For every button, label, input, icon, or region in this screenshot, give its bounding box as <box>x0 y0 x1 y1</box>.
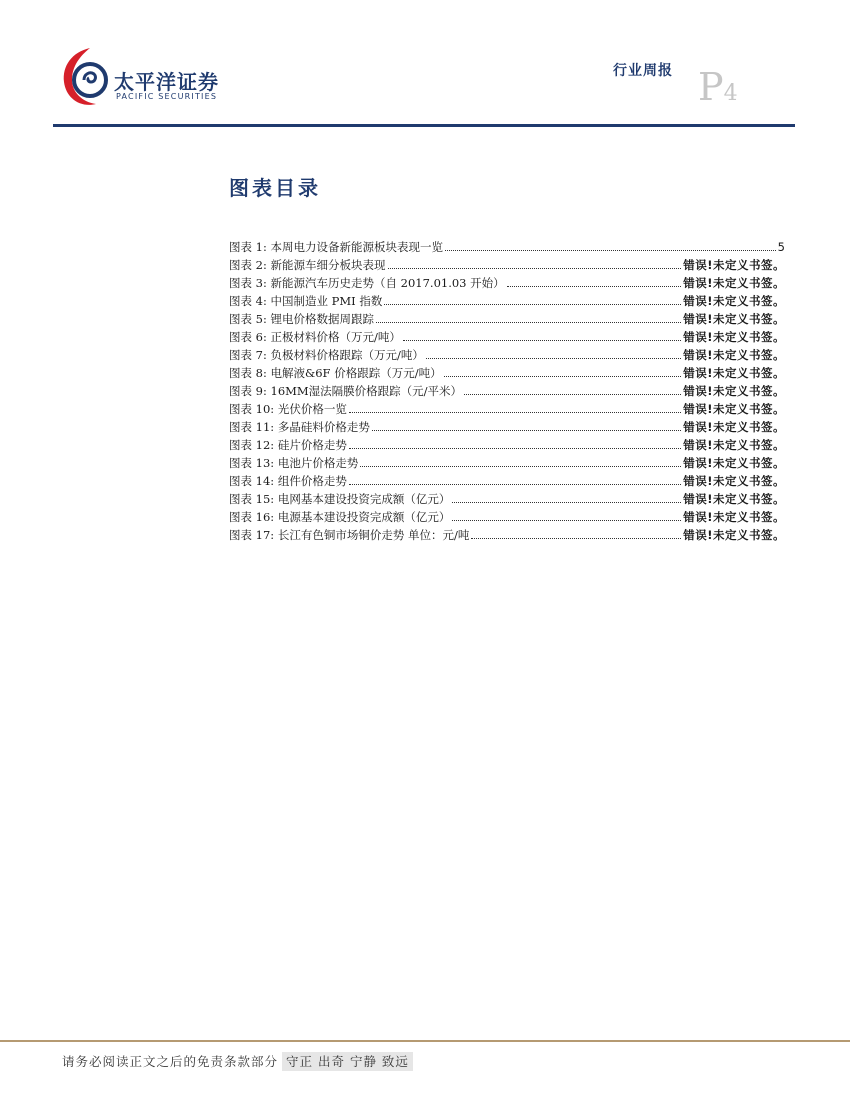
toc-dot-leader <box>349 436 681 449</box>
toc-entry-page: 错误!未定义书签。 <box>683 330 785 344</box>
toc-entry-label: 图表 12: 硅片价格走势 <box>229 438 347 452</box>
disclaimer-notice: 请务必阅读正文之后的免责条款部分 <box>62 1054 279 1069</box>
toc-entry-page: 错误!未定义书签。 <box>683 438 785 452</box>
company-slogan: 守正 出奇 宁静 致远 <box>282 1052 413 1071</box>
toc-entry-page: 错误!未定义书签。 <box>683 258 785 272</box>
toc-dot-leader <box>372 418 681 431</box>
toc-dot-leader <box>444 364 682 377</box>
toc-entry-page: 错误!未定义书签。 <box>683 294 785 308</box>
toc-entry-page: 错误!未定义书签。 <box>683 456 785 470</box>
toc-title: 图表目录 <box>229 176 321 200</box>
toc-dot-leader <box>376 310 681 323</box>
toc-entry-label: 图表 10: 光伏价格一览 <box>229 402 347 416</box>
toc-entry[interactable] <box>229 436 785 454</box>
toc-entry-page: 5 <box>777 240 785 254</box>
toc-entry[interactable] <box>229 508 785 526</box>
toc-entry-label: 图表 4: 中国制造业 PMI 指数 <box>229 294 383 308</box>
pacific-securities-logo-icon <box>60 44 112 114</box>
toc-entry[interactable] <box>229 382 785 400</box>
toc-entry-label: 图表 8: 电解液&6F 价格跟踪（万元/吨） <box>229 366 442 380</box>
toc-entry[interactable] <box>229 472 785 490</box>
logo-cn-text: 太平洋证券 <box>114 70 219 94</box>
footer-rule <box>0 1040 850 1042</box>
toc-entry[interactable] <box>229 292 785 310</box>
toc-dot-leader <box>388 256 682 269</box>
toc-entry-page: 错误!未定义书签。 <box>683 366 785 380</box>
logo-en-text: PACIFIC SECURITIES <box>116 92 218 101</box>
toc-entry-page: 错误!未定义书签。 <box>683 276 785 290</box>
toc-entry-label: 图表 6: 正极材料价格（万元/吨） <box>229 330 401 344</box>
toc-entry-page: 错误!未定义书签。 <box>683 420 785 434</box>
toc-entry-page: 错误!未定义书签。 <box>683 510 785 524</box>
toc-entry[interactable] <box>229 454 785 472</box>
toc-entry-label: 图表 13: 电池片价格走势 <box>229 456 359 470</box>
report-type: 行业周报 <box>613 63 673 79</box>
toc-entry[interactable] <box>229 364 785 382</box>
toc-entry[interactable] <box>229 418 785 436</box>
toc-dot-leader <box>445 238 776 251</box>
page-label <box>698 65 738 113</box>
toc-entry-label: 图表 14: 组件价格走势 <box>229 474 347 488</box>
toc-entry-page: 错误!未定义书签。 <box>683 348 785 362</box>
toc-dot-leader <box>403 328 681 341</box>
toc-dot-leader <box>507 274 682 287</box>
toc-dot-leader <box>452 490 681 503</box>
toc-entry[interactable] <box>229 256 785 274</box>
toc-dot-leader <box>426 346 681 359</box>
toc-entry-label: 图表 15: 电网基本建设投资完成额（亿元） <box>229 492 451 506</box>
toc-entry-label: 图表 5: 锂电价格数据周跟踪 <box>229 312 375 326</box>
toc-dot-leader <box>464 382 681 395</box>
toc-entry-label: 图表 9: 16MM湿法隔膜价格跟踪（元/平米） <box>229 384 463 398</box>
toc-entry[interactable] <box>229 274 785 292</box>
footer <box>62 1052 413 1070</box>
toc-list <box>229 238 785 544</box>
toc-entry-label: 图表 3: 新能源汽车历史走势（自 2017.01.03 开始） <box>229 276 505 290</box>
toc-entry-page: 错误!未定义书签。 <box>683 384 785 398</box>
toc-entry-page: 错误!未定义书签。 <box>683 492 785 506</box>
toc-entry-label: 图表 1: 本周电力设备新能源板块表现一览 <box>229 240 444 254</box>
toc-dot-leader <box>349 400 681 413</box>
toc-entry-label: 图表 2: 新能源车细分板块表现 <box>229 258 386 272</box>
toc-entry-label: 图表 11: 多晶硅料价格走势 <box>229 420 370 434</box>
toc-dot-leader <box>349 472 681 485</box>
toc-entry-label: 图表 17: 长江有色铜市场铜价走势 单位：元/吨 <box>229 528 470 542</box>
toc-entry[interactable] <box>229 328 785 346</box>
toc-entry-page: 错误!未定义书签。 <box>683 528 785 542</box>
toc-entry[interactable] <box>229 346 785 364</box>
company-logo <box>60 44 260 114</box>
toc-dot-leader <box>471 526 681 539</box>
toc-entry[interactable] <box>229 490 785 508</box>
page-letter: P <box>698 65 724 109</box>
toc-dot-leader <box>452 508 681 521</box>
toc-entry[interactable] <box>229 310 785 328</box>
page-number: 4 <box>723 81 738 106</box>
toc-dot-leader <box>360 454 681 467</box>
toc-entry-page: 错误!未定义书签。 <box>683 402 785 416</box>
toc-entry[interactable] <box>229 238 785 256</box>
toc-entry-page: 错误!未定义书签。 <box>683 474 785 488</box>
toc-entry[interactable] <box>229 400 785 418</box>
toc-entry[interactable] <box>229 526 785 544</box>
header-rule <box>53 124 795 127</box>
toc-entry-page: 错误!未定义书签。 <box>683 312 785 326</box>
toc-dot-leader <box>384 292 681 305</box>
toc-entry-label: 图表 7: 负极材料价格跟踪（万元/吨） <box>229 348 424 362</box>
toc-entry-label: 图表 16: 电源基本建设投资完成额（亿元） <box>229 510 451 524</box>
